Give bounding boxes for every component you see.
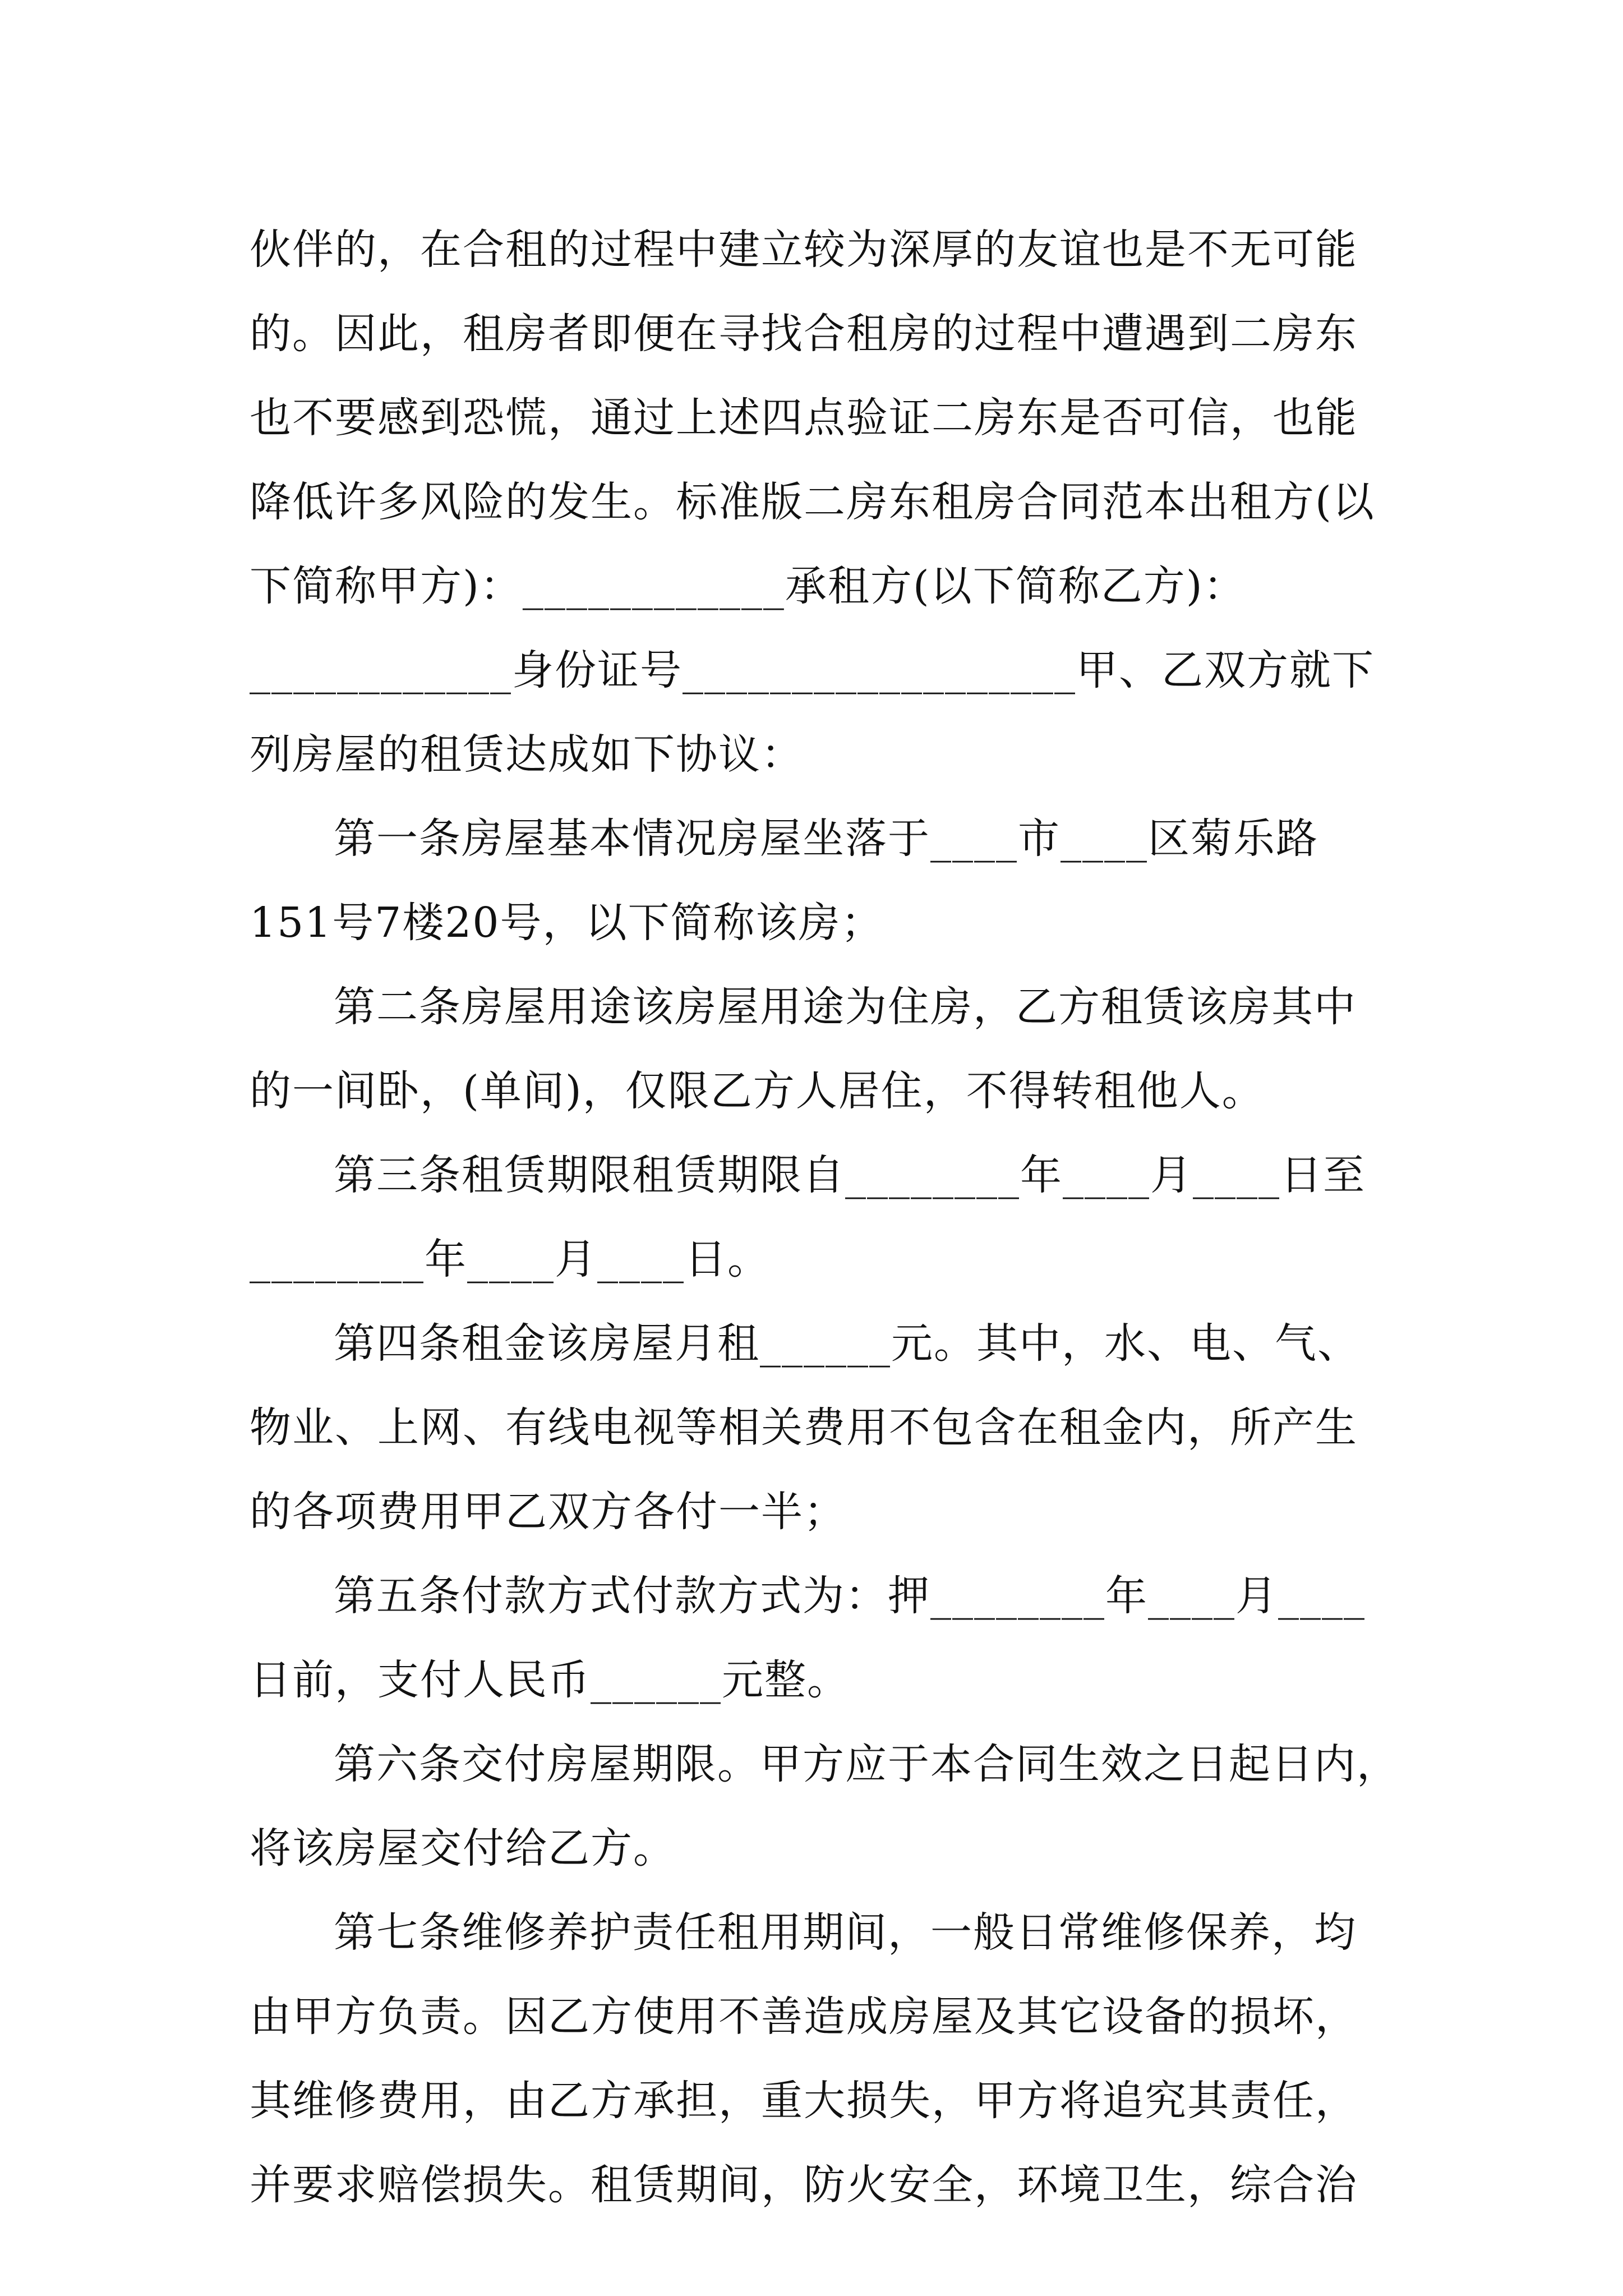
article-2-line: 第二条房屋用途该房屋用途为住房，乙方租赁该房其中	[334, 983, 1357, 1031]
article-4-line: 第四条租金该房屋月租______元。其中，水、电、气、	[334, 1319, 1360, 1368]
article-7-line: 第七条维修养护责任租用期间，一般日常维修保养，均	[334, 1908, 1357, 1957]
text-line: 物业、上网、有线电视等相关费用不包含在租金内，所产生	[250, 1404, 1358, 1452]
text-line: 并要求赔偿损失。租赁期间，防火安全，环境卫生，综合治	[250, 2161, 1358, 2209]
article-5-line: 第五条付款方式付款方式为：押________年____月____	[334, 1572, 1366, 1620]
article-3-line: 第三条租赁期限租赁期限自________年____月____日至	[334, 1151, 1366, 1199]
text-line: ________年____月____日。	[250, 1235, 770, 1283]
text-line: 由甲方负责。因乙方使用不善造成房屋及其它设备的损坏，	[250, 1993, 1358, 2041]
text-line: 的。因此，租房者即便在寻找合租房的过程中遭遇到二房东	[250, 310, 1358, 358]
text-line: 其维修费用，由乙方承担，重大损失，甲方将追究其责任，	[250, 2077, 1358, 2125]
contract-body	[250, 208, 1399, 2227]
article-6-line: 第六条交付房屋期限。甲方应于本合同生效之日起日内，	[334, 1740, 1399, 1788]
article-1-line: 第一条房屋基本情况房屋坐落于____市____区菊乐路	[334, 815, 1318, 863]
text-line: 下简称甲方)：____________承租方(以下简称乙方)：	[250, 562, 1246, 610]
text-line: 的各项费用甲乙双方各付一半；	[250, 1488, 846, 1536]
text-line: ____________身份证号__________________甲、乙双方就下	[250, 646, 1375, 694]
text-line: 伙伴的，在合租的过程中建立较为深厚的友谊也是不无可能	[250, 226, 1358, 274]
text-line: 日前，支付人民币______元整。	[250, 1656, 850, 1704]
text-line: 降低许多风险的发生。标准版二房东租房合同范本出租方(以	[250, 478, 1375, 526]
text-line: 将该房屋交付给乙方。	[250, 1824, 676, 1872]
text-line: 也不要感到恐慌，通过上述四点验证二房东是否可信，也能	[250, 394, 1358, 442]
text-line: 151号7楼20号，以下简称该房；	[250, 899, 884, 947]
text-line: 的一间卧，(单间)，仅限乙方人居住，不得转租他人。	[250, 1067, 1265, 1115]
text-line: 列房屋的租赁达成如下协议：	[250, 730, 804, 779]
